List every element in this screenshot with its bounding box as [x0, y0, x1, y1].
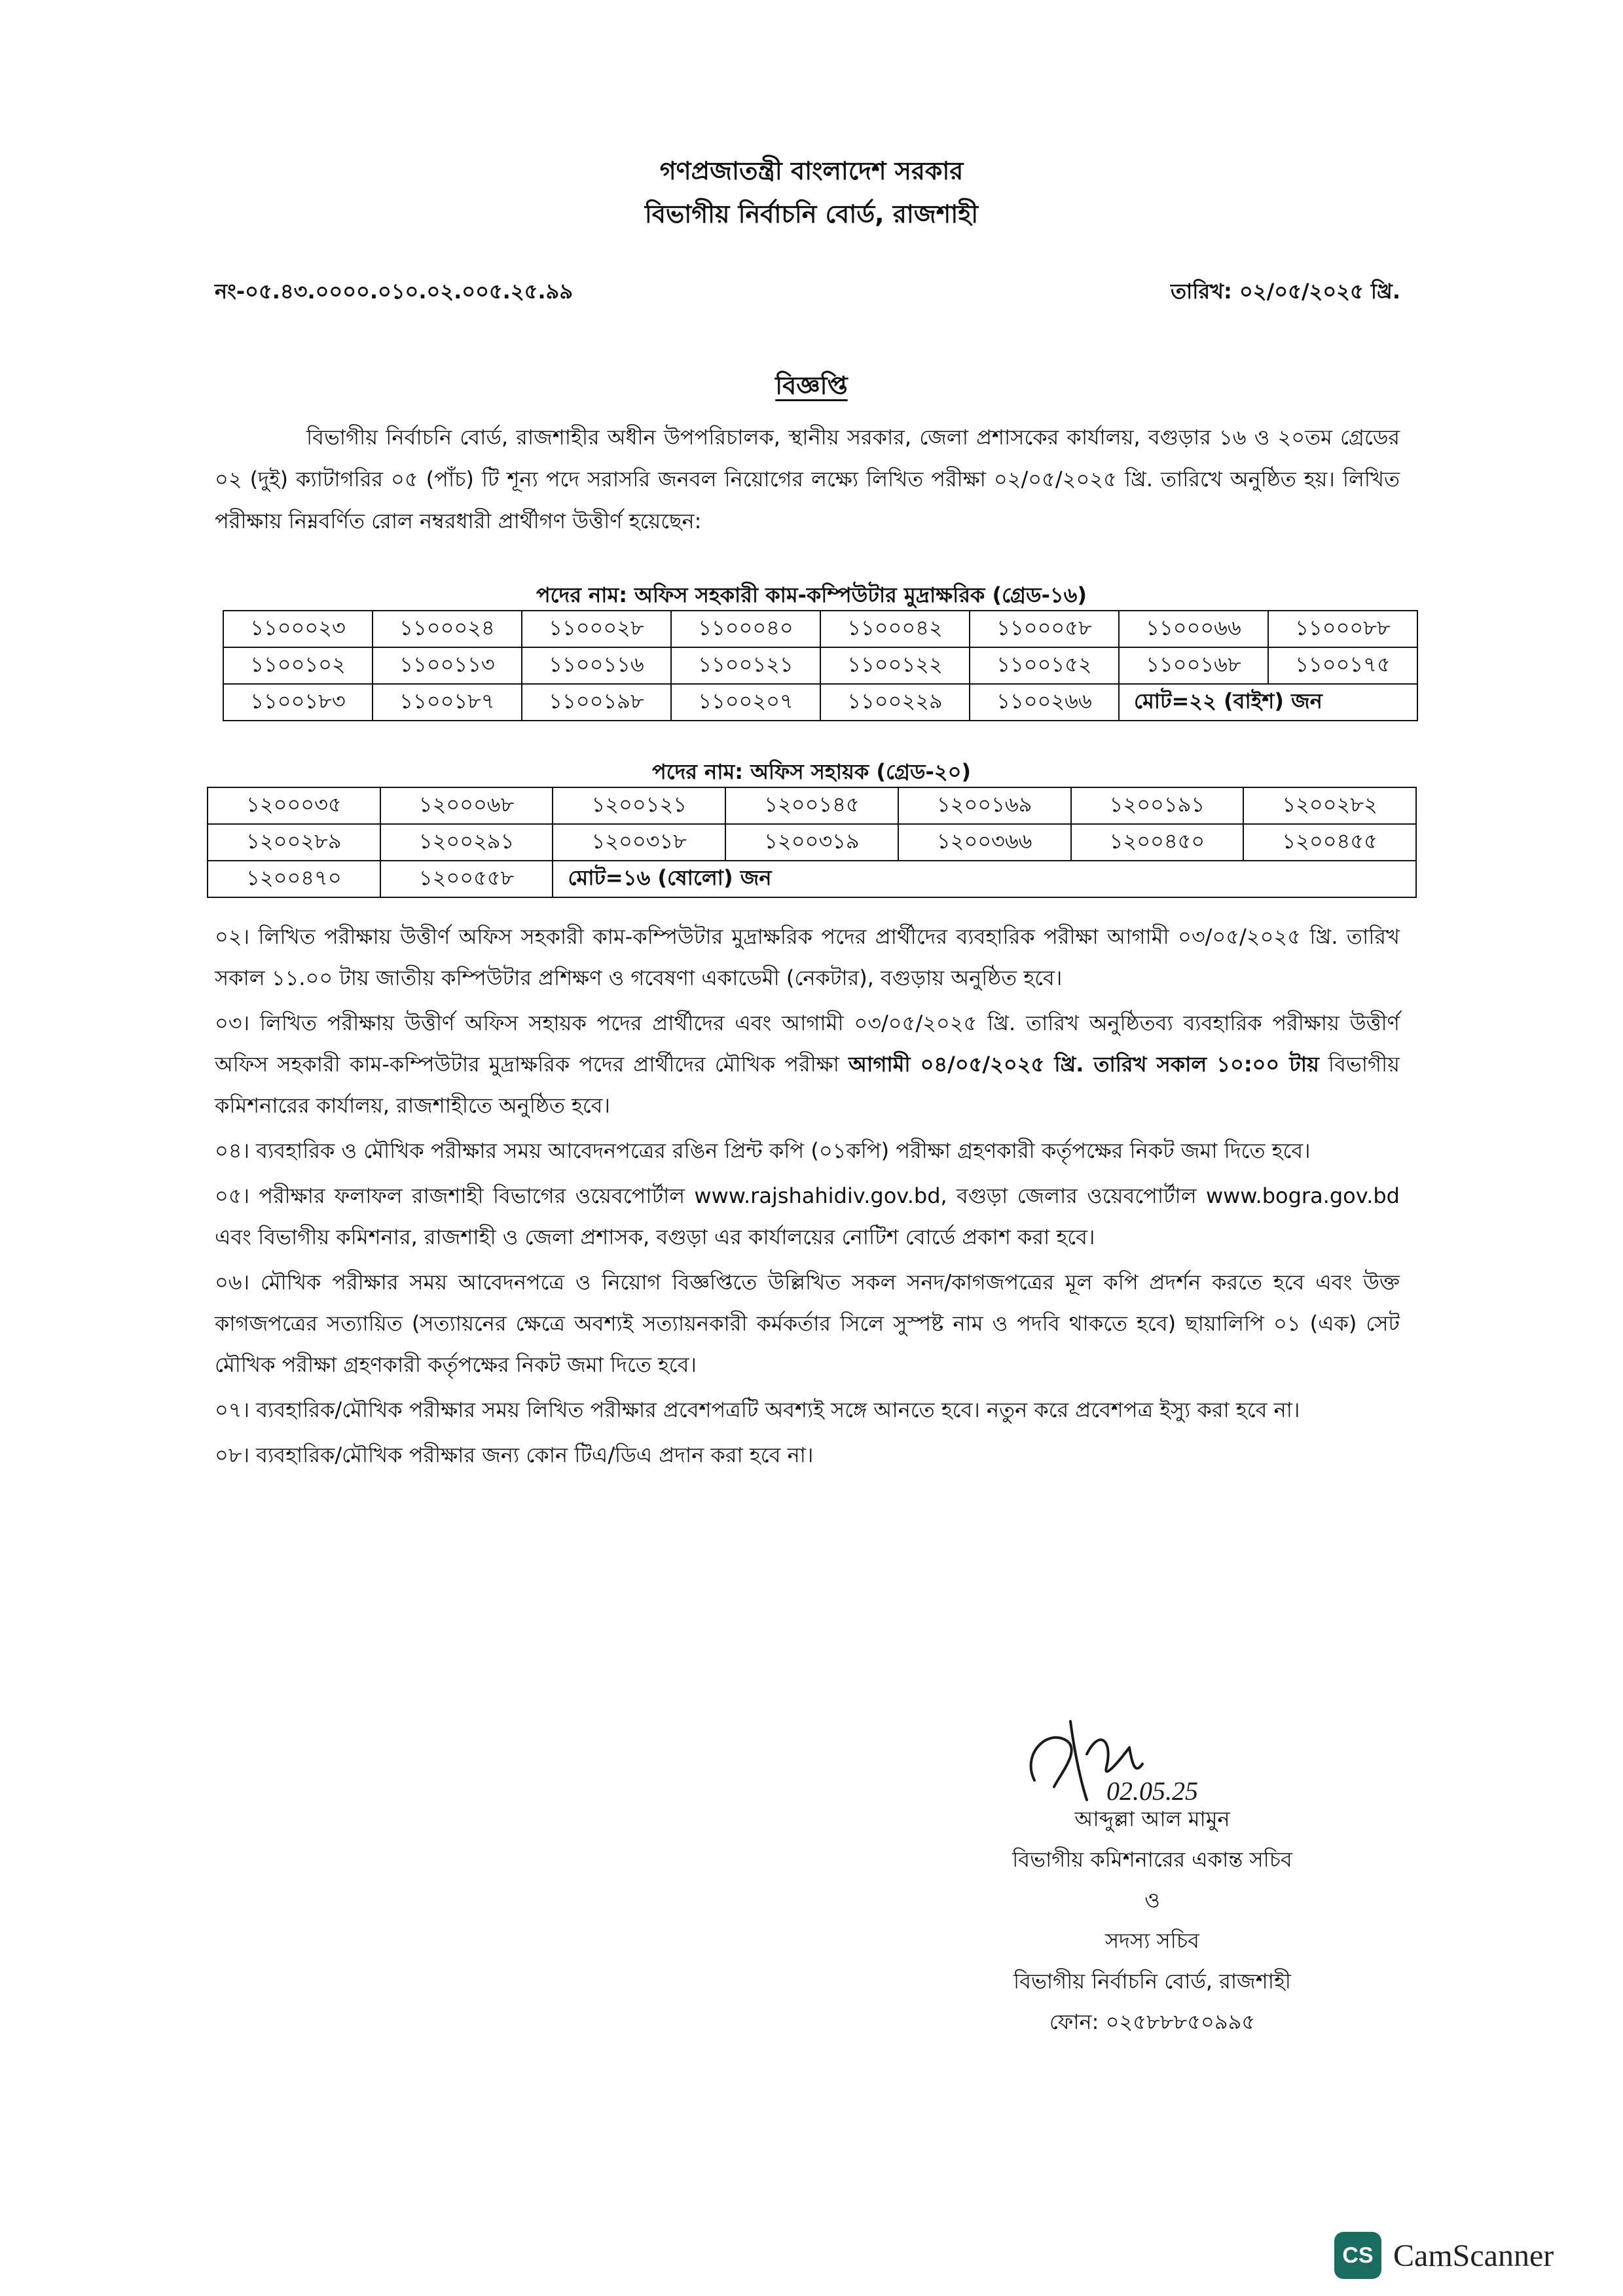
roll-cell: ১২০০৩১৯: [725, 824, 898, 861]
table1-rolls: [223, 610, 1418, 721]
signatory-role: সদস্য সচিব: [1105, 1928, 1199, 1953]
table-row: [223, 684, 1417, 721]
signatory-name: আব্দুল্লা আল মামুন: [1074, 1806, 1230, 1831]
roll-cell: ১২০০৫৫৮: [380, 861, 553, 897]
paragraph-3-text-a: ০৩। লিখিত পরীক্ষায় উত্তীর্ণ অফিস সহায়ক পদের প্রার্থীদের এবং আগামী ০৩/০৫/২০২৫ খ্রি. তারিখ অনুষ্ঠিতব্য ব্যবহারিক পরীক্ষায় উত্তীর্ণ অফিস সহকারী কাম-কম্পিউটার মুদ্রাক্ষরিক পদের প্রার্থীদের মৌখিক পরীক্ষা: [215, 1011, 1400, 1077]
memo-number: নং-০৫.৪৩.০০০০.০১০.০২.০০৫.২৫.৯৯: [215, 279, 574, 304]
roll-cell: ১১০০১৭৫: [1268, 647, 1417, 684]
roll-cell: ১২০০১৬৯: [898, 787, 1071, 824]
paragraph-8: ০৮। ব্যবহারিক/মৌখিক পরীক্ষার জন্য কোন টিএ/ডিএ প্রদান করা হবে না।: [215, 1443, 814, 1467]
table2-title: পদের নাম: অফিস সহায়ক (গ্রেড-২০): [651, 759, 971, 784]
paragraph-5: ০৫। পরীক্ষার ফলাফল রাজশাহী বিভাগের ওয়েবপোর্টাল www.rajshahidiv.gov.bd, বগুড়া জেলার ওয়েবপোর্টাল www.bogra.gov.bd এবং বিভাগীয় কমিশনার, রাজশাহী ও জেলা প্রশাসক, বগুড়া এর কার্যালয়ের নোটিশ বোর্ডে প্রকাশ করা হবে।: [215, 1183, 1400, 1249]
signature-block: [917, 1799, 1388, 2042]
roll-cell: ১১০০১৮৩: [223, 684, 373, 721]
camscanner-watermark: [1334, 2232, 1554, 2279]
notice-date: তারিখ: ০২/০৫/২০২৫ খ্রি.: [1171, 279, 1400, 304]
table-row: [223, 611, 1417, 647]
roll-cell: ১১০০১২১: [671, 647, 820, 684]
signatory-conjunction: ও: [1144, 1888, 1160, 1912]
roll-cell: ১১০০২২৯: [820, 684, 970, 721]
roll-cell: ১১০০০৬৬: [1119, 611, 1268, 647]
roll-cell: ১১০০১৬৮: [1119, 647, 1268, 684]
roll-cell: ১১০০১২২: [820, 647, 970, 684]
board-title: বিভাগীয় নির্বাচনি বোর্ড, রাজশাহী: [644, 200, 979, 228]
roll-cell: ১২০০১২১: [553, 787, 725, 824]
roll-cell: ১১০০০২৮: [522, 611, 671, 647]
roll-cell: ১১০০০৪২: [820, 611, 970, 647]
paragraph-6: ০৬। মৌখিক পরীক্ষার সময় আবেদনপত্রে ও নিয়োগ বিজ্ঞপ্তিতে উল্লিখিত সকল সনদ/কাগজপত্রের মূল কপি প্রদর্শন করতে হবে এবং উক্ত কাগজপত্রের সত্যায়িত (সত্যায়নের ক্ষেত্রে অবশ্যই সত্যায়নকারী কর্মকর্তার সিলে সুস্পষ্ট নাম ও পদবি থাকতে হবে) ছায়ালিপি ০১ (এক) সেট মৌখিক পরীক্ষা গ্রহণকারী কর্তৃপক্ষের নিকট জমা দিতে হবে।: [215, 1270, 1400, 1377]
roll-cell: ১১০০০৫৮: [970, 611, 1119, 647]
paragraph-2: ০২। লিখিত পরীক্ষায় উত্তীর্ণ অফিস সহকারী কাম-কম্পিউটার মুদ্রাক্ষরিক পদের প্রার্থীদের ব্যবহারিক পরীক্ষা আগামী ০৩/০৫/২০২৫ খ্রি. তারিখ সকাল ১১.০০ টায় জাতীয় কম্পিউটার প্রশিক্ষণ ও গবেষণা একাডেমী (নেকটার), বগুড়ায় অনুষ্ঠিত হবে।: [215, 924, 1400, 990]
table-row: [208, 824, 1416, 861]
government-title: গণপ্রজাতন্ত্রী বাংলাদেশ সরকার: [659, 156, 964, 185]
table-row: [208, 787, 1416, 824]
roll-cell: ১১০০২৬৬: [970, 684, 1119, 721]
roll-cell: ১২০০৩৬৬: [898, 824, 1071, 861]
signatory-designation: বিভাগীয় কমিশনারের একান্ত সচিব: [1012, 1847, 1292, 1872]
signature-date: 02.05.25: [1106, 1776, 1198, 1806]
signatory-phone: ফোন: ০২৫৮৮৮৫০৯৯৫: [1049, 2009, 1256, 2034]
table-row: [223, 647, 1417, 684]
paragraph-3-emphasis: আগামী ০৪/০৫/২০২৫ খ্রি. তারিখ সকাল ১০:০০ টায়: [848, 1052, 1319, 1077]
paragraph-3: [215, 1003, 1400, 1126]
roll-cell: ১২০০০৩৫: [208, 787, 380, 824]
roll-cell: ১১০০১১৬: [522, 647, 671, 684]
camscanner-logo-icon: CS: [1334, 2232, 1381, 2279]
notice-heading-text: বিজ্ঞপ্তি: [775, 371, 848, 400]
roll-cell: ১১০০১০২: [223, 647, 373, 684]
table1-title: পদের নাম: অফিস সহকারী কাম-কম্পিউটার মুদ্রাক্ষরিক (গ্রেড-১৬): [536, 583, 1087, 607]
roll-cell: ১২০০১৯১: [1071, 787, 1244, 824]
instructions: [215, 916, 1400, 1480]
camscanner-text: CamScanner: [1393, 2238, 1554, 2273]
roll-cell: ১২০০০৬৮: [380, 787, 553, 824]
paragraph-7: ০৭। ব্যবহারিক/মৌখিক পরীক্ষার সময় লিখিত পরীক্ষার প্রবেশপত্রটি অবশ্যই সঙ্গে আনতে হবে। নতুন করে প্রবেশপত্র ইস্যু করা হবে না।: [215, 1397, 1300, 1422]
roll-cell: ১২০০২৯১: [380, 824, 553, 861]
roll-cell: ১১০০০৮৮: [1268, 611, 1417, 647]
intro-paragraph: বিভাগীয় নির্বাচনি বোর্ড, রাজশাহীর অধীন উপপরিচালক, স্থানীয় সরকার, জেলা প্রশাসকের কার্যালয়, বগুড়ার ১৬ ও ২০তম গ্রেডের ০২ (দুই) ক্যাটাগরির ০৫ (পাঁচ) টি শূন্য পদে সরাসরি জনবল নিয়োগের লক্ষ্যে লিখিত পরীক্ষা ০২/০৫/২০২৫ খ্রি. তারিখে অনুষ্ঠিত হয়। লিখিত পরীক্ষায় নিম্নবর্ণিত রোল নম্বরধারী প্রার্থীগণ উত্তীর্ণ হয়েছেন:: [215, 425, 1400, 533]
roll-cell: ১২০০১৪৫: [725, 787, 898, 824]
table2-rolls: [207, 787, 1417, 898]
roll-cell: ১২০০৪৭০: [208, 861, 380, 897]
table-row: [208, 861, 1416, 897]
roll-cell: ১২০০৩১৮: [553, 824, 725, 861]
notice-heading: [0, 367, 1623, 408]
roll-cell: ১২০০২৮২: [1243, 787, 1416, 824]
signatory-office: বিভাগীয় নির্বাচনি বোর্ড, রাজশাহী: [1013, 1969, 1291, 1994]
roll-cell: ১১০০১১৩: [373, 647, 522, 684]
roll-cell: ১১০০১৮৭: [373, 684, 522, 721]
roll-cell: ১১০০০২৩: [223, 611, 373, 647]
roll-cell: ১১০০০৪০: [671, 611, 820, 647]
roll-cell: ১১০০০২৪: [373, 611, 522, 647]
table2-total: মোট=১৬ (ষোলো) জন: [553, 861, 1416, 897]
roll-cell: ১১০০২০৭: [671, 684, 820, 721]
roll-cell: ১২০০৪৫০: [1071, 824, 1244, 861]
roll-cell: ১১০০১৫২: [970, 647, 1119, 684]
table1-total: মোট=২২ (বাইশ) জন: [1119, 684, 1417, 721]
paragraph-4: ০৪। ব্যবহারিক ও মৌখিক পরীক্ষার সময় আবেদনপত্রের রঙিন প্রিন্ট কপি (০১কপি) পরীক্ষা গ্রহণকারী কর্তৃপক্ষের নিকট জমা দিতে হবে।: [215, 1138, 1311, 1163]
roll-cell: ১২০০৪৫৫: [1243, 824, 1416, 861]
roll-cell: ১১০০১৯৮: [522, 684, 671, 721]
paragraph-3-text-c: বিভাগীয় কমিশনারের কার্যালয়, রাজশাহীতে অনুষ্ঠিত হবে।: [215, 1052, 1400, 1118]
roll-cell: ১২০০২৮৯: [208, 824, 380, 861]
